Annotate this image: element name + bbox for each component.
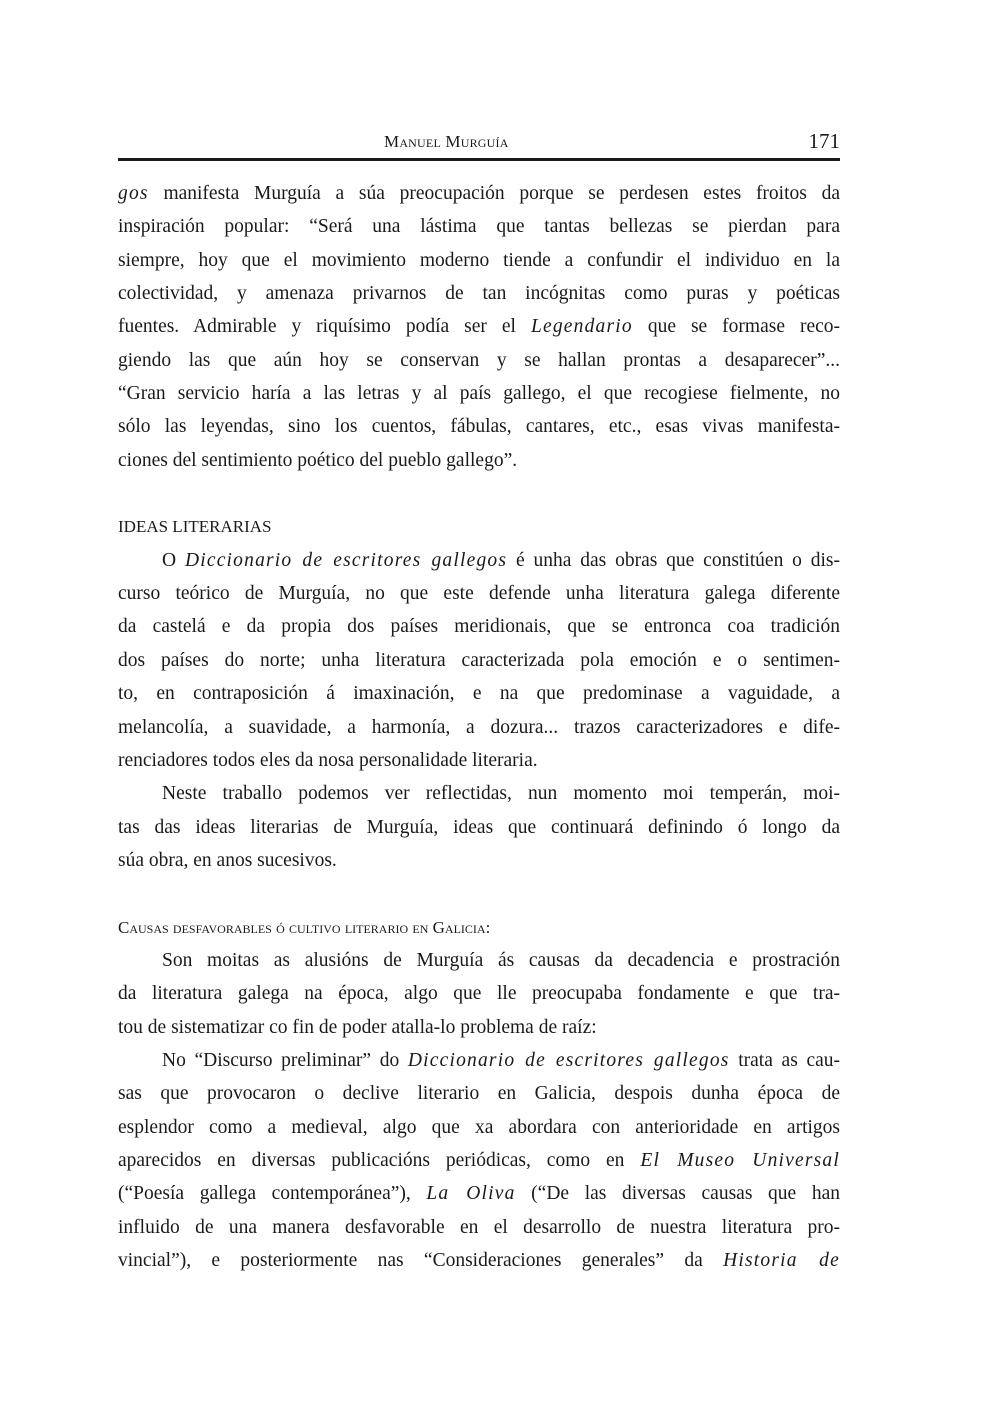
text-segment: é unha das obras que constitúen o dis- — [507, 549, 840, 571]
text-segment: fuentes. Admirable y riquísimo podía ser el — [118, 316, 531, 338]
header-author: Manuel Murguía — [384, 132, 509, 151]
text-line — [118, 244, 840, 277]
text-line — [118, 444, 840, 477]
text-line — [118, 1144, 840, 1177]
text-segment: vincial”), e posteriormente nas “Consideraciones generales” da — [118, 1250, 724, 1271]
text-segment: renciadores todos eles da nosa personalidade literaria. — [118, 749, 538, 771]
text-segment: influido de una manera desfavorable en el desarrollo de nuestra literatura pro- — [118, 1216, 840, 1238]
text-segment: O — [162, 549, 185, 571]
text-segment: da castelá e da propia dos países meridionais, que se entronca coa tradición — [118, 616, 840, 638]
italic-title: La Oliva — [426, 1183, 516, 1205]
text-line — [118, 711, 840, 744]
header-rule — [118, 158, 840, 161]
text-segment: aparecidos en diversas publicacións periódicas, como en — [118, 1149, 641, 1171]
text-line — [118, 1244, 840, 1277]
text-segment: (“De las diversas causas que han — [515, 1183, 840, 1205]
text-line — [118, 544, 840, 577]
text-line — [118, 310, 840, 343]
section-heading — [118, 911, 840, 944]
text-segment: curso teórico de Murguía, no que este defende unha literatura galega diferente — [118, 583, 840, 605]
text-segment: tas das ideas literarias de Murguía, ideas que continuará definindo ó longo da — [118, 816, 840, 838]
text-segment: manifesta Murguía a súa preocupación porque se perdesen estes froitos da — [148, 183, 840, 204]
text-segment: to, en contraposición á imaxinación, e na que predominase a vaguidade, a — [118, 683, 840, 705]
text-line — [118, 177, 840, 210]
text-segment: “Gran servicio haría a las letras y al país gallego, el que recogiese fielmente, no — [118, 383, 840, 405]
italic-title: gos — [118, 183, 149, 204]
text-line — [118, 744, 840, 777]
text-segment: inspiración popular: “Será una lástima que tantas bellezas se pierdan para — [118, 216, 840, 238]
text-segment: dos países do norte; unha literatura caracterizada pola emoción e o sentimen- — [118, 649, 840, 671]
text-segment: esplendor como a medieval, algo que xa abordara con anterioridade en artigos — [118, 1116, 840, 1138]
text-line — [118, 610, 840, 643]
text-segment: sólo las leyendas, sino los cuentos, fábulas, cantares, etc., esas vivas manifesta- — [118, 416, 840, 438]
text-segment: ciones del sentimiento poético del pueblo gallego”. — [118, 449, 518, 471]
text-segment: súa obra, en anos sucesivos. — [118, 849, 337, 871]
text-line — [118, 1011, 840, 1044]
blank-line — [118, 477, 840, 510]
italic-title: Legendario — [530, 316, 633, 338]
text-line — [118, 811, 840, 844]
text-line — [118, 944, 840, 977]
text-segment: sas que provocaron o declive literario en Galicia, despois dunha época de — [118, 1083, 840, 1105]
italic-title: Diccionario de escritores gallegos — [184, 549, 508, 571]
text-line — [118, 777, 840, 810]
text-segment: siempre, hoy que el movimiento moderno tiende a confundir el individuo en la — [118, 249, 840, 271]
text-segment: trata as cau- — [729, 1049, 841, 1071]
text-segment: Son moitas as alusións de Murguía ás causas da decadencia e prostración — [162, 949, 840, 971]
text-segment: giendo las que aún hoy se conservan y se hallan prontas a desaparecer”... — [118, 349, 840, 371]
text-line — [118, 1077, 840, 1110]
text-segment: que se formase reco- — [632, 316, 840, 338]
text-line — [118, 1211, 840, 1244]
page-number: 171 — [808, 129, 840, 153]
text-line — [118, 377, 840, 410]
text-line — [118, 410, 840, 443]
text-segment: Causas desfavorables ó cultivo literario en Galicia: — [118, 917, 491, 937]
text-segment: Neste traballo podemos ver reflectidas, nun momento moi temperán, moi- — [162, 783, 840, 805]
text-segment: da literatura galega na época, algo que lle preocupaba fondamente e que tra- — [118, 983, 840, 1005]
page-body-text — [118, 177, 840, 1277]
text-line — [118, 344, 840, 377]
italic-title: Historia de — [723, 1250, 840, 1271]
italic-title: Diccionario de escritores gallegos — [407, 1049, 730, 1071]
text-segment: IDEAS LITERARIAS — [118, 517, 272, 537]
text-line — [118, 1111, 840, 1144]
text-line — [118, 277, 840, 310]
text-line — [118, 977, 840, 1010]
text-line — [118, 1044, 840, 1077]
text-segment: colectividad, y amenaza privarnos de tan incógnitas como puras y poéticas — [118, 283, 840, 305]
text-line — [118, 677, 840, 710]
text-segment: tou de sistematizar co fin de poder atalla-lo problema de raíz: — [118, 1016, 597, 1038]
text-line — [118, 577, 840, 610]
text-line — [118, 844, 840, 877]
text-segment: melancolía, a suavidade, a harmonía, a dozura... trazos caracterizadores e dife- — [118, 716, 840, 738]
section-heading — [118, 510, 840, 543]
text-line — [118, 1177, 840, 1210]
text-line — [118, 644, 840, 677]
blank-line — [118, 877, 840, 910]
text-line — [118, 210, 840, 243]
italic-title: El Museo Universal — [640, 1149, 841, 1171]
text-segment: (“Poesía gallega contemporánea”), — [118, 1183, 427, 1205]
text-segment: No “Discurso preliminar” do — [162, 1049, 408, 1071]
